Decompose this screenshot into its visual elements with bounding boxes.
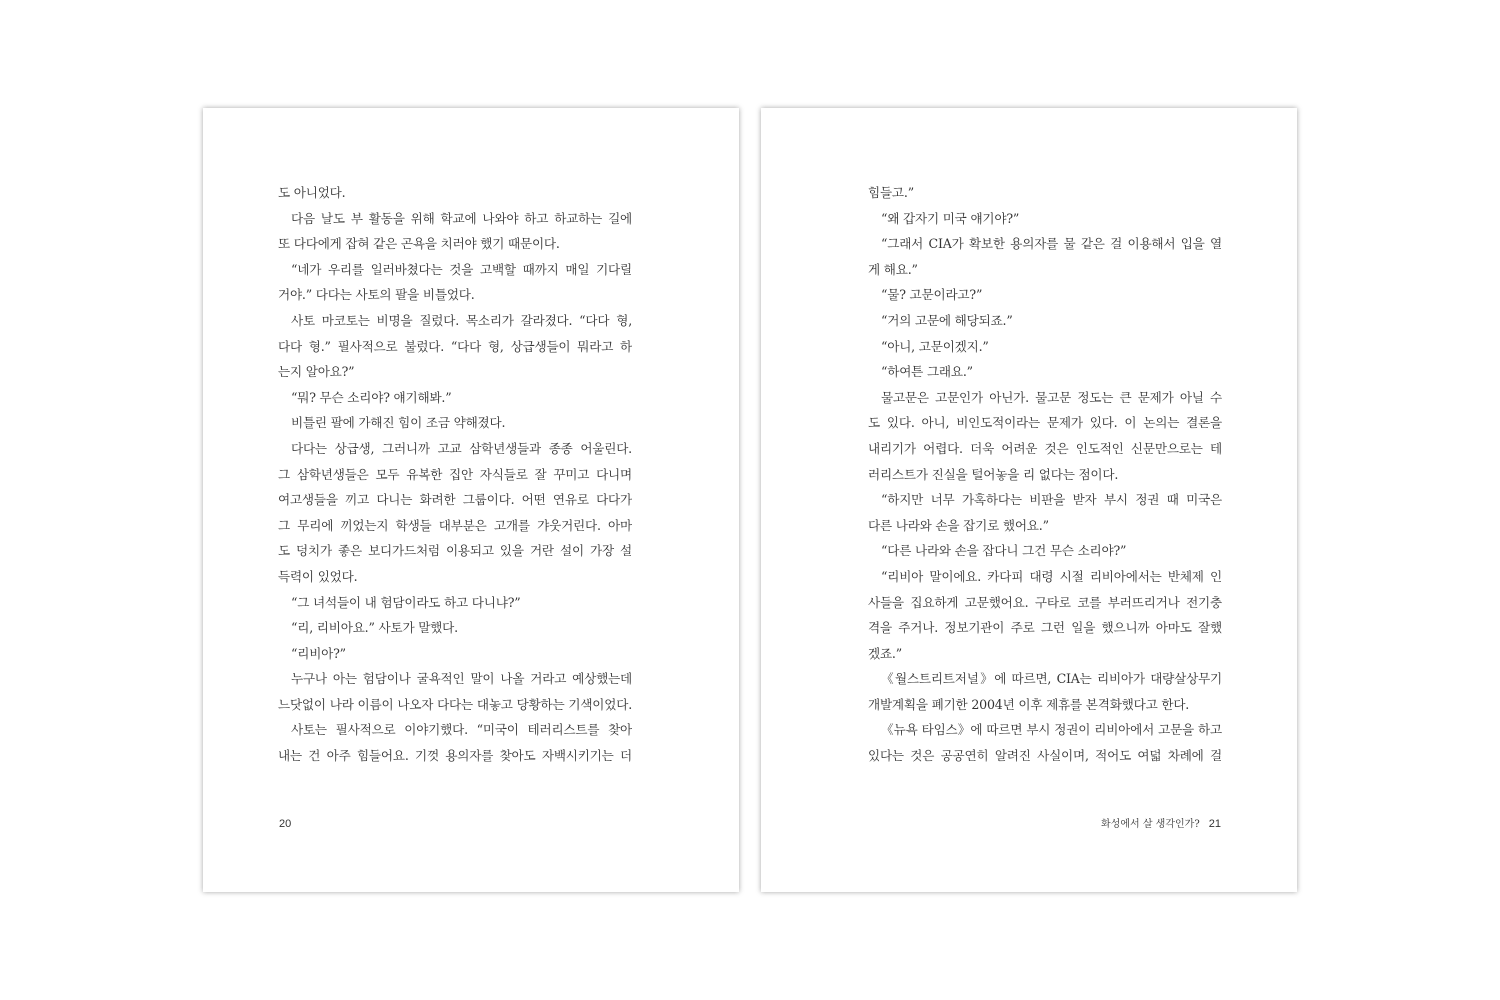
text-line: “하지만 너무 가혹하다는 비판을 받자 부시 정권 때 미국은: [881, 492, 1222, 508]
text-line: 는지 알아요?”: [278, 364, 355, 380]
text-line: “다른 나라와 손을 잡다니 그건 무슨 소리야?”: [881, 543, 1127, 559]
text-line: 내는 건 아주 힘들어요. 기껏 용의자를 찾아도 자백시키기는 더: [278, 748, 632, 764]
text-line: “리, 리비아요.” 사토가 말했다.: [291, 620, 458, 636]
text-line: 개발계획을 폐기한 2004년 이후 제휴를 본격화했다고 한다.: [868, 696, 1190, 712]
text-line: 득력이 있었다.: [278, 568, 358, 584]
left-page-body: [278, 180, 632, 769]
text-line: 힘들고.”: [868, 185, 914, 200]
text-line: “거의 고문에 해당되죠.”: [881, 312, 1013, 328]
page-number: 20: [279, 818, 292, 830]
text-line: 게 해요.”: [868, 261, 918, 277]
text-line: 여고생들을 끼고 다니는 화려한 그룹이다. 어떤 연유로 다다가: [278, 492, 632, 508]
text-line: “그래서 CIA가 확보한 용의자를 물 같은 걸 이용해서 입을 열: [881, 236, 1222, 252]
text-line: “리비아?”: [291, 645, 346, 661]
text-line: 비틀린 팔에 가해진 힘이 조금 약해졌다.: [291, 415, 506, 431]
text-line: 《월스트리트저널》에 따르면, CIA는 리비아가 대량살상무기: [881, 671, 1222, 687]
text-line: 거야.” 다다는 사토의 팔을 비틀었다.: [278, 287, 475, 303]
text-line: “뭐? 무슨 소리야? 얘기해봐.”: [291, 389, 452, 405]
text-line: 있다는 것은 공공연히 알려진 사실이며, 적어도 여덟 차례에 걸: [868, 748, 1222, 764]
text-line: 러리스트가 진실을 털어놓을 리 없다는 점이다.: [868, 466, 1119, 482]
text-line: 다다는 상급생, 그러니까 고교 삼학년생들과 종종 어울린다.: [291, 440, 632, 456]
text-line: 그 삼학년생들은 모두 유복한 집안 자식들로 잘 꾸미고 다니며: [278, 466, 632, 482]
text-line: 내리기가 어렵다. 더욱 어려운 것은 인도적인 신문만으로는 테: [868, 440, 1222, 456]
text-line: “네가 우리를 일러바쳤다는 것을 고백할 때까지 매일 기다릴: [291, 261, 632, 277]
text-line: 겠죠.”: [868, 645, 902, 661]
text-line: “그 녀석들이 내 험담이라도 하고 다니냐?”: [291, 594, 521, 610]
running-head: 화성에서 살 생각인가?: [1101, 819, 1200, 830]
text-line: 다다 형.” 필사적으로 불렀다. “다다 형, 상급생들이 뭐라고 하: [278, 338, 632, 354]
text-line: 물고문은 고문인가 아닌가. 물고문 정도는 큰 문제가 아닐 수: [881, 389, 1222, 405]
text-line: 도 아니었다.: [278, 185, 346, 200]
text-line: 《뉴욕 타임스》에 따르면 부시 정권이 리비아에서 고문을 하고: [881, 722, 1222, 738]
right-page-body: [868, 180, 1222, 769]
text-line: “리비아 말이에요. 카다피 대령 시절 리비아에서는 반체제 인: [881, 568, 1222, 584]
text-line: “아니, 고문이겠지.”: [881, 338, 989, 354]
text-line: 느닷없이 나라 이름이 나오자 다다는 대놓고 당황하는 기색이었다.: [278, 696, 632, 712]
text-line: 그 무리에 끼었는지 학생들 대부분은 고개를 갸웃거린다. 아마: [278, 517, 632, 533]
right-page-folio: [1101, 816, 1221, 833]
text-line: 누구나 아는 험담이나 굴욕적인 말이 나올 거라고 예상했는데: [291, 671, 632, 687]
text-line: 사들을 집요하게 고문했어요. 구타로 코를 부러뜨리거나 전기충: [868, 594, 1222, 610]
text-line: 도 있다. 아니, 비인도적이라는 문제가 있다. 이 논의는 결론을: [868, 415, 1222, 431]
text-line: 또 다다에게 잡혀 같은 곤욕을 치러야 했기 때문이다.: [278, 236, 560, 252]
text-line: 사토 마코토는 비명을 질렀다. 목소리가 갈라졌다. “다다 형,: [291, 312, 632, 328]
text-line: “왜 갑자기 미국 얘기야?”: [881, 210, 1020, 226]
right-page: [761, 108, 1297, 892]
text-line: 다음 날도 부 활동을 위해 학교에 나와야 하고 하교하는 길에: [291, 210, 632, 226]
text-line: 다른 나라와 손을 잡기로 했어요.”: [868, 517, 1049, 533]
left-page-folio: [279, 816, 291, 832]
text-line: 사토는 필사적으로 이야기했다. “미국이 테러리스트를 찾아: [291, 722, 632, 738]
text-line: “하여튼 그래요.”: [881, 364, 973, 380]
text-line: 도 덩치가 좋은 보디가드처럼 이용되고 있을 거란 설이 가장 설: [278, 543, 632, 559]
text-line: 격을 주거나. 정보기관이 주로 그런 일을 했으니까 아마도 잘했: [868, 620, 1222, 636]
text-line: “물? 고문이라고?”: [881, 287, 983, 303]
page-number: 21: [1208, 818, 1221, 830]
left-page: [203, 108, 739, 892]
